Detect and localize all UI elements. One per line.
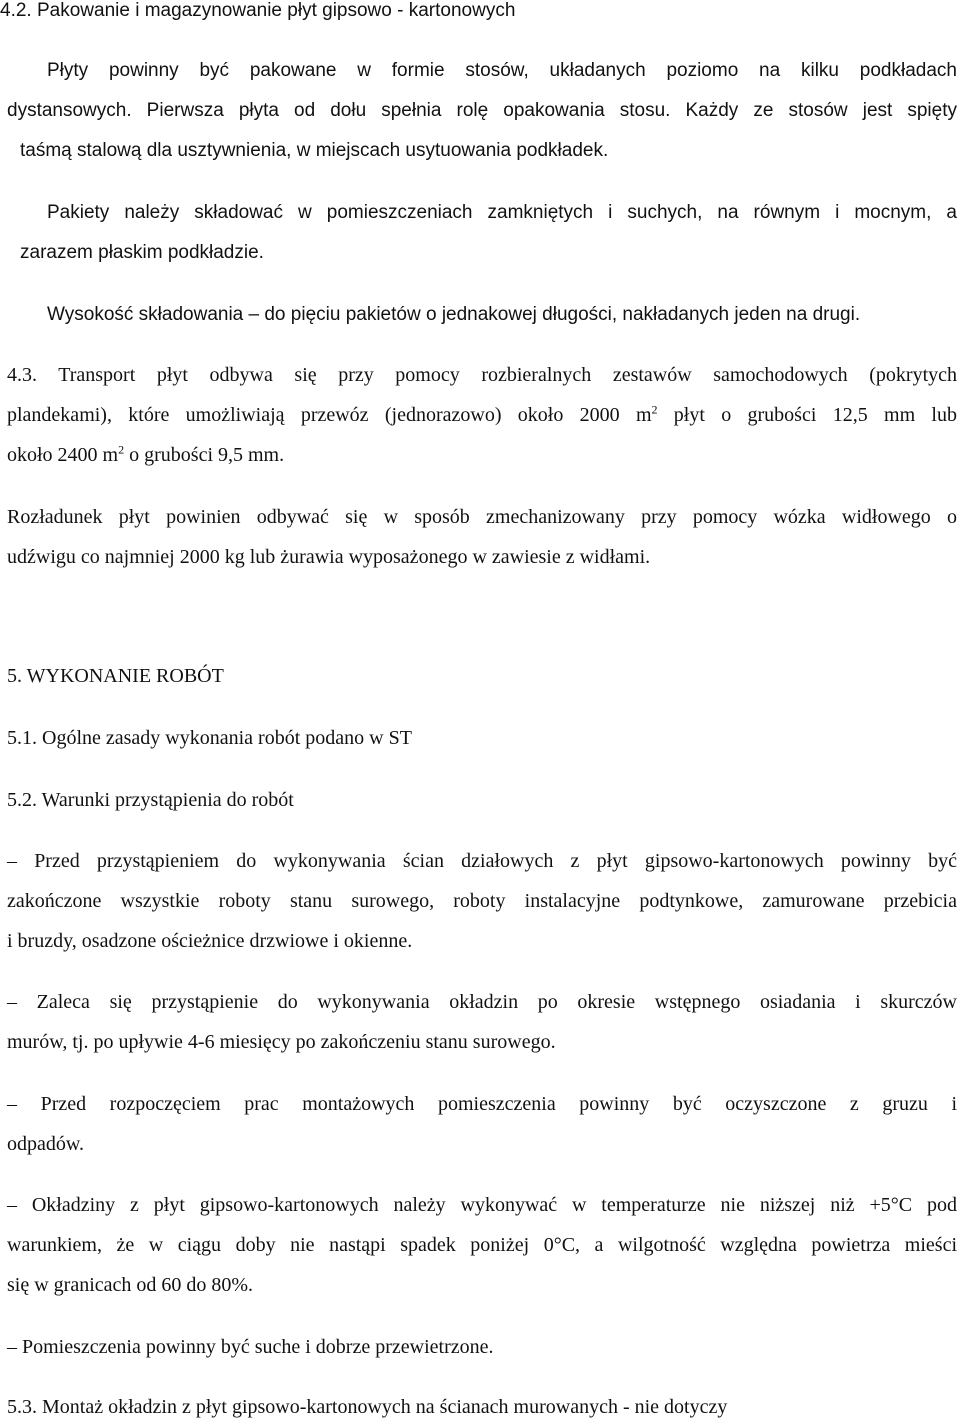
paragraph-line: plandekami), które umożliwiają przewóz (jednorazowo) około 2000 $m^2$ płyt o grubości 12,5 mm lub (7, 402, 957, 426)
paragraph-line: udźwigu co najmniej 2000 kg lub żurawia wyposażonego w zawiesie z widłami. (7, 546, 651, 568)
bullet-line: – Przed rozpoczęciem prac montażowych pomieszczenia powinny być oczyszczone z gruzu i (7, 1093, 957, 1115)
paragraph-line: Płyty powinny być pakowane w formie stosów, układanych poziomo na kilku podkładach (47, 60, 957, 81)
paragraph-line: dystansowych. Pierwsza płyta od dołu spełnia rolę opakowania stosu. Każdy ze stosów jest spięty (7, 100, 957, 121)
superscript: 2 (118, 442, 125, 457)
section-heading-5: 5. WYKONANIE ROBÓT (7, 665, 224, 687)
bullet-line: murów, tj. po upływie 4-6 miesięcy po zakończeniu stanu surowego. (7, 1031, 556, 1053)
bullet-line: odpadów. (7, 1133, 85, 1155)
bullet-line: zakończone wszystkie roboty stanu surowego, roboty instalacyjne podtynkowe, zamurowane przebicia (7, 890, 957, 912)
section-heading-4-2: 4.2. Pakowanie i magazynowanie płyt gipsowo - kartonowych (0, 0, 516, 21)
bullet-line: – Zaleca się przystąpienie do wykonywania okładzin po okresie wstępnego osiadania i skurczów (7, 991, 957, 1013)
paragraph-line: Pakiety należy składować w pomieszczeniach zamkniętych i suchych, na równym i mocnym, a (47, 202, 957, 223)
bullet-line: – Przed przystąpieniem do wykonywania ścian działowych z płyt gipsowo-kartonowych powinny być (7, 850, 957, 872)
paragraph-line: Rozładunek płyt powinien odbywać się w sposób zmechanizowany przy pomocy wózka widłowego o (7, 506, 957, 528)
bullet-line: warunkiem, że w ciągu doby nie nastąpi spadek poniżej 0°C, a wilgotność względna powietrza mieści (7, 1234, 957, 1256)
paragraph-line: Wysokość składowania – do pięciu pakietów o jednakowej długości, nakładanych jeden na drugi. (47, 304, 861, 325)
subsection-heading-5-1: 5.1. Ogólne zasady wykonania robót podano w ST (7, 727, 412, 749)
bullet-line: – Okładziny z płyt gipsowo-kartonowych należy wykonywać w temperaturze nie niższej niż +5°C pod (7, 1194, 957, 1216)
paragraph-line: taśmą stalową dla usztywnienia, w miejscach usytuowania podkładek. (20, 140, 609, 161)
paragraph-line: około 2400 $m^2$ o grubości 9,5 mm. (7, 442, 285, 466)
subsection-heading-5-2: 5.2. Warunki przystąpienia do robót (7, 789, 294, 811)
paragraph-line: 4.3. Transport płyt odbywa się przy pomocy rozbieralnych zestawów samochodowych (pokrytych (7, 364, 957, 386)
bullet-line: – Pomieszczenia powinny być suche i dobrze przewietrzone. (7, 1336, 494, 1358)
superscript: 2 (651, 402, 658, 417)
bullet-line: się w granicach od 60 do 80%. (7, 1274, 254, 1296)
bullet-line: i bruzdy, osadzone ościeżnice drzwiowe i okienne. (7, 930, 413, 952)
subsection-heading-5-3: 5.3. Montaż okładzin z płyt gipsowo-kartonowych na ścianach murowanych - nie dotyczy (7, 1396, 728, 1418)
paragraph-line: zarazem płaskim podkładzie. (20, 242, 264, 263)
